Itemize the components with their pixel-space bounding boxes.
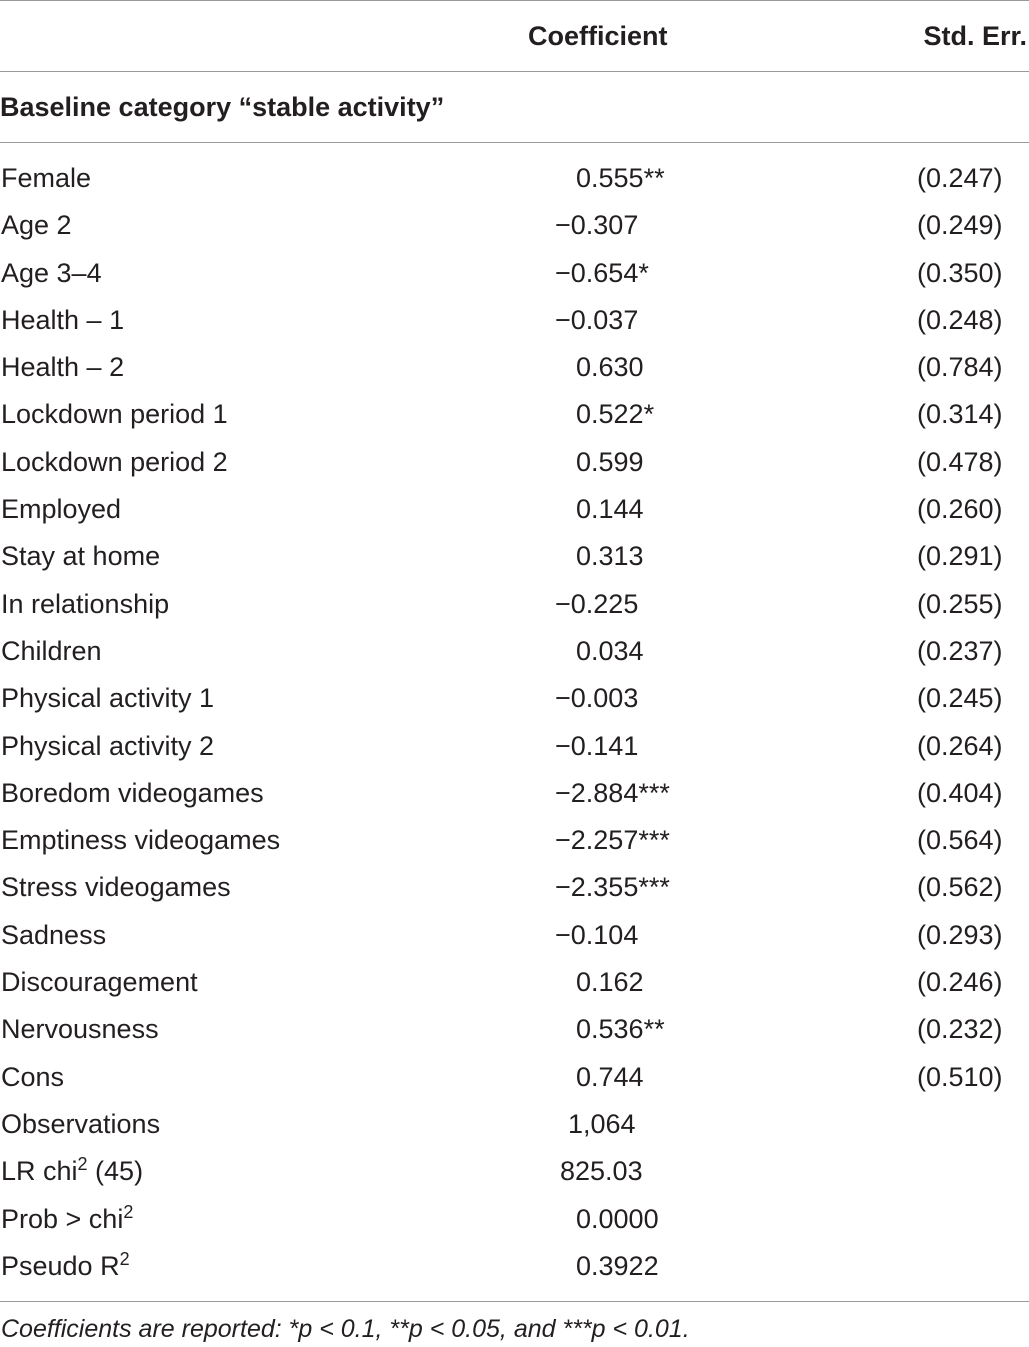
table-row <box>0 584 1029 631</box>
stat-label: Prob > chi$^2$ <box>1 1201 134 1234</box>
row-label: Employed <box>1 494 122 525</box>
table-row <box>0 536 1029 583</box>
stats-row-prob-chi2 <box>0 1199 1029 1246</box>
table-row <box>0 347 1029 394</box>
row-coefficient: −0.654* <box>555 257 649 288</box>
row-label: Lockdown period 1 <box>1 399 228 430</box>
row-coefficient: 0.522* <box>576 399 655 430</box>
row-coefficient: −0.037 <box>555 304 639 335</box>
header-coefficient: Coefficient <box>528 21 668 51</box>
row-coefficient: −0.307 <box>555 210 639 241</box>
table-row <box>0 867 1029 914</box>
row-std-err: (0.293) <box>917 919 1003 950</box>
stats-row-pseudo-r2 <box>0 1246 1029 1293</box>
row-coefficient: 0.162 <box>576 967 644 998</box>
row-label: Boredom videogames <box>1 777 264 808</box>
row-coefficient: 0.313 <box>576 541 644 572</box>
row-label: Lockdown period 2 <box>1 446 228 477</box>
row-label: Physical activity 2 <box>1 730 215 761</box>
row-label: Female <box>1 163 92 193</box>
row-std-err: (0.564) <box>917 825 1003 856</box>
row-coefficient: −0.225 <box>555 588 639 619</box>
row-std-err: (0.260) <box>917 494 1003 525</box>
table-row <box>0 1057 1029 1104</box>
section-title: Baseline category “stable activity” <box>0 92 445 122</box>
row-std-err: (0.478) <box>917 446 1003 477</box>
table-row <box>0 773 1029 820</box>
table-row <box>0 1009 1029 1056</box>
header-rule <box>0 71 1029 72</box>
stat-label: Pseudo $R^2$ <box>1 1248 130 1281</box>
row-label: Age 2 <box>1 210 72 241</box>
row-std-err: (0.237) <box>917 635 1003 666</box>
row-label: Stay at home <box>1 541 161 572</box>
row-coefficient: −2.355*** <box>555 872 670 903</box>
row-std-err: (0.404) <box>917 777 1003 808</box>
table-footnote: Coefficients are reported: *p < 0.1, **p < 0.05, and ***p < 0.01. <box>1 1315 690 1343</box>
row-label: Age 3–4 <box>1 257 102 288</box>
row-std-err: (0.246) <box>917 967 1003 998</box>
row-std-err: (0.264) <box>917 730 1003 761</box>
table-row <box>0 394 1029 441</box>
row-coefficient: 0.744 <box>576 1061 644 1092</box>
table-body <box>0 158 1029 1293</box>
table-row <box>0 489 1029 536</box>
table-row <box>0 253 1029 300</box>
row-coefficient: −0.104 <box>555 919 639 950</box>
row-label: Sadness <box>1 919 107 950</box>
stats-row-lr-chi2 <box>0 1151 1029 1198</box>
stat-value: 1,064 <box>568 1108 636 1139</box>
table-row <box>0 820 1029 867</box>
table-row <box>0 205 1029 252</box>
row-coefficient: 0.144 <box>576 494 644 525</box>
row-std-err: (0.562) <box>917 872 1003 903</box>
table-row <box>0 158 1029 205</box>
row-label: Discouragement <box>1 967 198 998</box>
row-std-err: (0.350) <box>917 257 1003 288</box>
row-std-err: (0.291) <box>917 541 1003 572</box>
header-std-err: Std. Err. <box>923 21 1027 51</box>
row-label: Health – 1 <box>1 304 125 335</box>
table-row <box>0 962 1029 1009</box>
row-std-err: (0.245) <box>917 683 1003 714</box>
row-label: Physical activity 1 <box>1 683 215 714</box>
row-coefficient: −0.003 <box>555 683 639 714</box>
row-std-err: (0.232) <box>917 1014 1003 1045</box>
row-coefficient: 0.034 <box>576 635 644 666</box>
row-std-err: (0.247) <box>917 163 1003 193</box>
row-coefficient: 0.536** <box>576 1014 665 1045</box>
row-std-err: (0.510) <box>917 1061 1003 1092</box>
table-row <box>0 678 1029 725</box>
table-row <box>0 631 1029 678</box>
table-row <box>0 915 1029 962</box>
row-std-err: (0.255) <box>917 588 1003 619</box>
top-rule <box>0 0 1029 1</box>
row-label: Stress videogames <box>1 872 231 903</box>
row-label: Health – 2 <box>1 352 125 383</box>
stat-label: Observations <box>1 1108 161 1139</box>
row-coefficient: −0.141 <box>555 730 639 761</box>
row-coefficient: 0.630 <box>576 352 644 383</box>
stat-value: 825.03 <box>560 1156 643 1187</box>
row-label: Nervousness <box>1 1014 159 1045</box>
stat-value: 0.3922 <box>576 1250 659 1281</box>
section-rule <box>0 142 1029 143</box>
row-coefficient: −2.884*** <box>555 777 670 808</box>
stats-row-observations <box>0 1104 1029 1151</box>
row-label: Cons <box>1 1061 65 1092</box>
stat-value: 0.0000 <box>576 1203 659 1234</box>
row-label: Emptiness videogames <box>1 825 281 856</box>
row-coefficient: −2.257*** <box>555 825 670 856</box>
table-row <box>0 300 1029 347</box>
footer-rule <box>0 1301 1029 1302</box>
table-row <box>0 442 1029 489</box>
stat-label: LR chi$^2$ (45) <box>1 1154 144 1187</box>
table-row <box>0 726 1029 773</box>
row-std-err: (0.248) <box>917 304 1003 335</box>
row-coefficient: 0.555** <box>576 163 665 193</box>
row-std-err: (0.784) <box>917 352 1003 383</box>
row-coefficient: 0.599 <box>576 446 644 477</box>
row-std-err: (0.249) <box>917 210 1003 241</box>
row-label: Children <box>1 635 102 666</box>
row-label: In relationship <box>1 588 170 619</box>
row-std-err: (0.314) <box>917 399 1003 430</box>
